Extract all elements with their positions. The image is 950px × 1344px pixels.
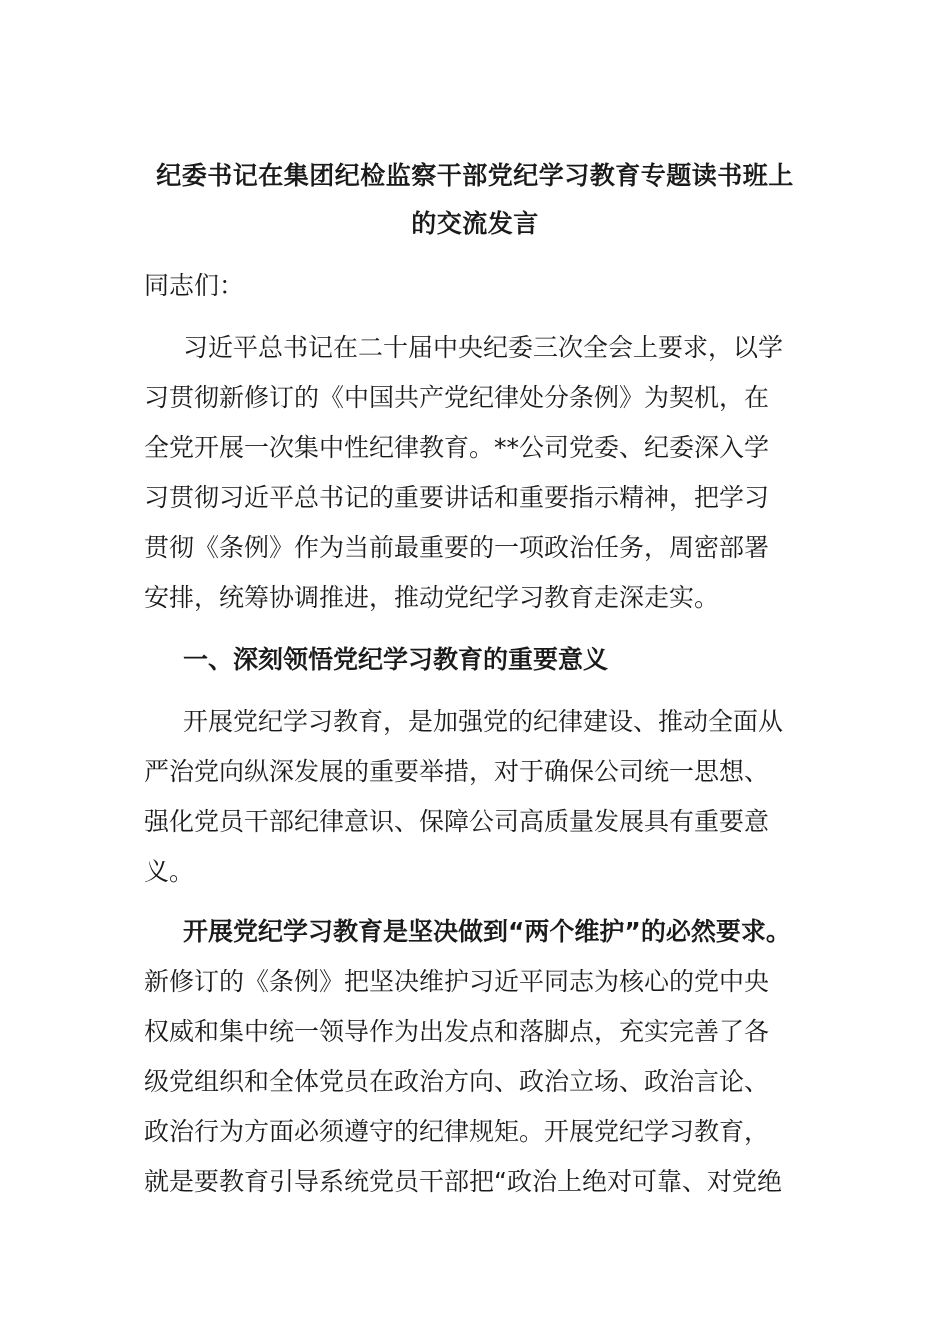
document-title-line-1: 纪委书记在集团纪检监察干部党纪学习教育专题读书班上 [156, 161, 794, 190]
paragraph-line: 开展党纪学习教育，是加强党的纪律建设、推动全面从 [183, 707, 784, 736]
section-heading-1: 一、深刻领悟党纪学习教育的重要意义 [183, 645, 609, 674]
paragraph-line: 贯彻《条例》作为当前最重要的一项政治任务，周密部署 [144, 533, 770, 562]
paragraph-line: 权威和集中统一领导作为出发点和落脚点，充实完善了各 [144, 1017, 770, 1046]
paragraph-line: 安排，统筹协调推进，推动党纪学习教育走深走实。 [144, 583, 720, 612]
paragraph-line: 强化党员干部纪律意识、保障公司高质量发展具有重要意 [144, 807, 770, 836]
paragraph-line: 义。 [144, 857, 195, 886]
paragraph-line: 习贯彻新修订的《中国共产党纪律处分条例》为契机，在 [144, 383, 770, 412]
paragraph-line: 严治党向纵深发展的重要举措，对于确保公司统一思想、 [144, 757, 770, 786]
paragraph-line: 全党开展一次集中性纪律教育。**公司党委、纪委深入学 [144, 433, 770, 462]
paragraph-line: 新修订的《条例》把坚决维护习近平同志为核心的党中央 [144, 967, 770, 996]
paragraph-line: 级党组织和全体党员在政治方向、政治立场、政治言论、 [144, 1067, 770, 1096]
paragraph-line: 政治行为方面必须遵守的纪律规矩。开展党纪学习教育， [144, 1117, 770, 1146]
subheading-two-safeguards: 开展党纪学习教育是坚决做到“两个维护”的必然要求。 [183, 917, 791, 946]
paragraph-line: 习近平总书记在二十届中央纪委三次全会上要求，以学 [183, 333, 784, 362]
greeting: 同志们： [144, 271, 245, 300]
paragraph-line: 就是要教育引导系统党员干部把“政治上绝对可靠、对党绝 [144, 1167, 782, 1196]
document-title-line-2: 的交流发言 [411, 209, 539, 238]
paragraph-line: 习贯彻习近平总书记的重要讲话和重要指示精神，把学习 [144, 483, 770, 512]
